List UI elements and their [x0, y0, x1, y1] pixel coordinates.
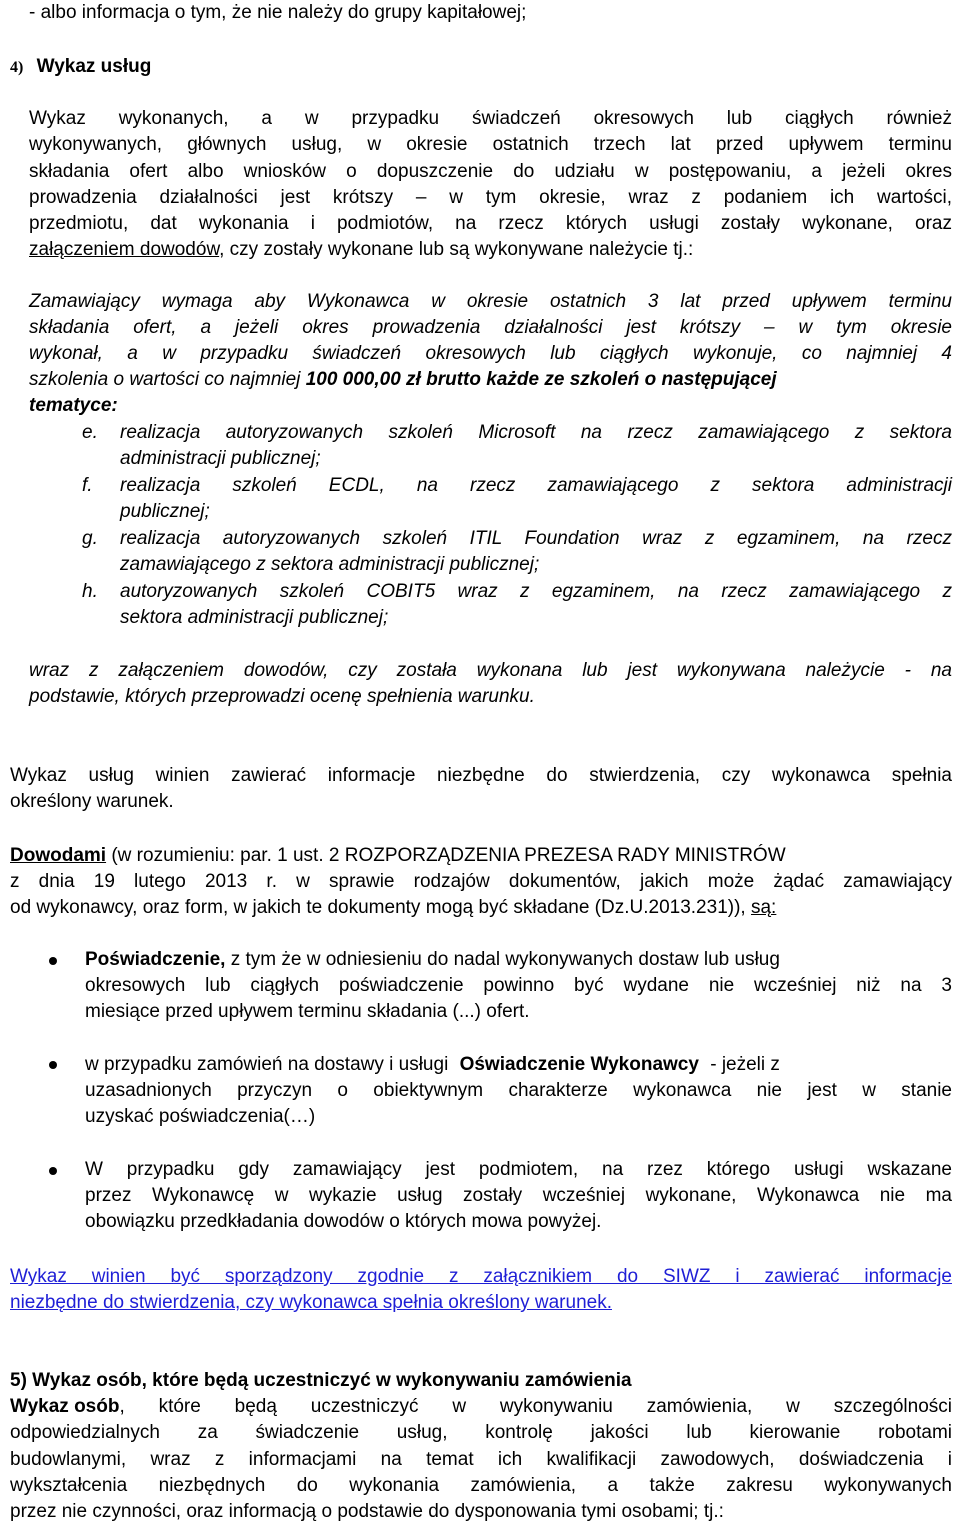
item-line: realizacja autoryzowanych szkoleń ITIL Foundation wraz z egzaminem, na rzecz — [120, 528, 952, 549]
bullet-1-line-2: okresowych lub ciągłych poświadczenie powinno być wydane nie wcześniej niż na 3 — [85, 975, 952, 996]
evidence-label: Dowodami — [10, 845, 107, 866]
para1-line: wykonywanych, głównych usług, w okresie ostatnich trzech lat przed upływem terminu — [29, 134, 952, 155]
item-line: administracji publicznej; — [120, 448, 321, 469]
bullet-3-line-1: W przypadku gdy zamawiający jest podmiotem, na rzez którego usługi wskazane — [85, 1159, 952, 1180]
section-5-line: przez nie czynności, oraz informacją o podstawie do dysponowania tymi osobami; tj.: — [10, 1501, 724, 1522]
bullet-dot — [49, 1061, 57, 1069]
bullet-dot — [49, 1167, 57, 1175]
requirement-plain: szkolenia o wartości co najmniej — [29, 369, 306, 390]
certificate-label: Poświadczenie, — [85, 949, 226, 970]
item-line: autoryzowanych szkoleń COBIT5 wraz z egzaminem, na rzecz zamawiającego z — [120, 581, 952, 602]
info-line: określony warunek. — [10, 791, 174, 812]
para1-line: przedmiotu, dat wykonania i podmiotów, na rzecz których usługi zostały wykonane, oraz — [29, 213, 952, 234]
bullet-3-line-2: przez Wykonawcę w wykazie usług zostały wcześniej wykonane, Wykonawca nie ma — [85, 1185, 952, 1206]
item-letter: f. — [82, 475, 93, 496]
section-5-line: budowlanymi, wraz z informacjami na temat ich kwalifikacji zawodowych, doświadczenia i — [10, 1449, 952, 1470]
bullet-1-line-1 — [85, 949, 952, 971]
staff-list-label: Wykaz osób — [10, 1396, 120, 1417]
section-5-line: wykształcenia niezbędnych do wykonania zamówienia, a także zakresu wykonywanych — [10, 1475, 952, 1496]
para1-last-rest: , czy zostały wykonane lub są wykonywane należycie tj.: — [219, 239, 694, 260]
intro-line: - albo informacja o tym, że nie należy do grupy kapitałowej; — [29, 2, 527, 23]
item-letter: h. — [82, 581, 98, 602]
requirement-line-4 — [29, 369, 777, 391]
para1-last-line — [29, 239, 693, 261]
requirement-amount: 100 000,00 zł brutto każde ze szkoleń o następującej — [305, 369, 777, 390]
bullet-3-line-3: obowiązku przedkładania dowodów o których mowa powyżej. — [85, 1211, 602, 1232]
bullet-2-tail: - jeżeli z — [704, 1054, 780, 1075]
bullet-2-plain: w przypadku zamówień na dostawy i usługi — [85, 1054, 454, 1075]
bullet-2-line-2: uzasadnionych przyczyn o obiektywnym charakterze wykonawca nie jest w stanie — [85, 1080, 952, 1101]
section-5-line-1-rest: , które będą uczestniczyć w wykonywaniu zamówienia, w szczególności — [119, 1396, 952, 1417]
evidence-line-1-rest: (w rozumieniu: par. 1 ust. 2 ROZPORZĄDZENIA PREZESA RADY MINISTRÓW — [106, 845, 786, 866]
section-4-number: 4) — [10, 59, 24, 76]
item-letter: e. — [82, 422, 98, 443]
bullet-2-line-1 — [85, 1054, 952, 1076]
evidence-line-3-text: od wykonawcy, oraz form, w jakich te dokumenty mogą być składane (Dz.U.2013.231)), — [10, 897, 746, 918]
evidence-line-1 — [10, 845, 952, 867]
requirement-line: wykonał, a w przypadku świadczeń okresowych lub ciągłych wykonuje, co najmniej 4 — [29, 343, 952, 364]
item-line: publicznej; — [120, 501, 210, 522]
section-5-title: 5) Wykaz osób, które będą uczestniczyć w wykonywaniu zamówienia — [10, 1370, 632, 1391]
evidence-line-3 — [10, 897, 776, 919]
siwz-link-line[interactable]: Wykaz winien być sporządzony zgodnie z załącznikiem do SIWZ i zawierać informacje — [10, 1266, 952, 1287]
para1-line: prowadzenia działalności jest krótszy – w tym okresie, wraz z podaniem ich wartości, — [29, 187, 952, 208]
para1-line: składania ofert albo wniosków o dopuszczenie do udziału w postępowaniu, a jeżeli okres — [29, 161, 952, 182]
requirement-line: Zamawiający wymaga aby Wykonawca w okresie ostatnich 3 lat przed upływem terminu — [29, 291, 952, 312]
item-line: realizacja szkoleń ECDL, na rzecz zamawiającego z sektora administracji — [120, 475, 952, 496]
requirement-line: składania ofert, a jeżeli okres prowadzenia działalności jest krótszy – w tym okresie — [29, 317, 952, 338]
bullet-1-line-3: miesiące przed upływem terminu składania (...) ofert. — [85, 1001, 530, 1022]
section-4-title: Wykaz usług — [36, 56, 152, 77]
evidence-are-text: są: — [750, 897, 777, 918]
contractor-statement-label: Oświadczenie Wykonawcy — [459, 1054, 699, 1075]
info-line: Wykaz usług winien zawierać informacje niezbędne do stwierdzenia, czy wykonawca spełnia — [10, 765, 952, 786]
item-line: zamawiającego z sektora administracji publicznej; — [120, 554, 540, 575]
para1-line: Wykaz wykonanych, a w przypadku świadczeń okresowych lub ciągłych również — [29, 108, 952, 129]
requirement-topic-label: tematyce: — [29, 395, 118, 416]
section-4-heading — [10, 56, 151, 79]
siwz-link-line[interactable]: niezbędne do stwierdzenia, czy wykonawca spełnia określony warunek. — [10, 1292, 612, 1313]
bullet-dot — [49, 957, 57, 965]
proof-line: wraz z załączeniem dowodów, czy została wykonana lub jest wykonywana należycie - na — [29, 660, 952, 681]
bullet-2-line-3: uzyskać poświadczenia(…) — [85, 1106, 316, 1127]
section-5-line: odpowiedzialnych za świadczenie usług, kontrolę jakości lub kierowanie robotami — [10, 1422, 952, 1443]
item-line: realizacja autoryzowanych szkoleń Microsoft na rzecz zamawiającego z sektora — [120, 422, 952, 443]
bullet-1-rest: z tym że w odniesieniu do nadal wykonywanych dostaw lub usług — [225, 949, 780, 970]
attachment-evidence-text: załączeniem dowodów — [29, 239, 220, 260]
item-letter: g. — [82, 528, 98, 549]
section-5-line-1 — [10, 1396, 952, 1418]
item-line: sektora administracji publicznej; — [120, 607, 389, 628]
evidence-line-2: z dnia 19 lutego 2013 r. w sprawie rodzajów dokumentów, jakich może żądać zamawiający — [10, 871, 952, 892]
proof-line: podstawie, których przeprowadzi ocenę spełnienia warunku. — [29, 686, 535, 707]
